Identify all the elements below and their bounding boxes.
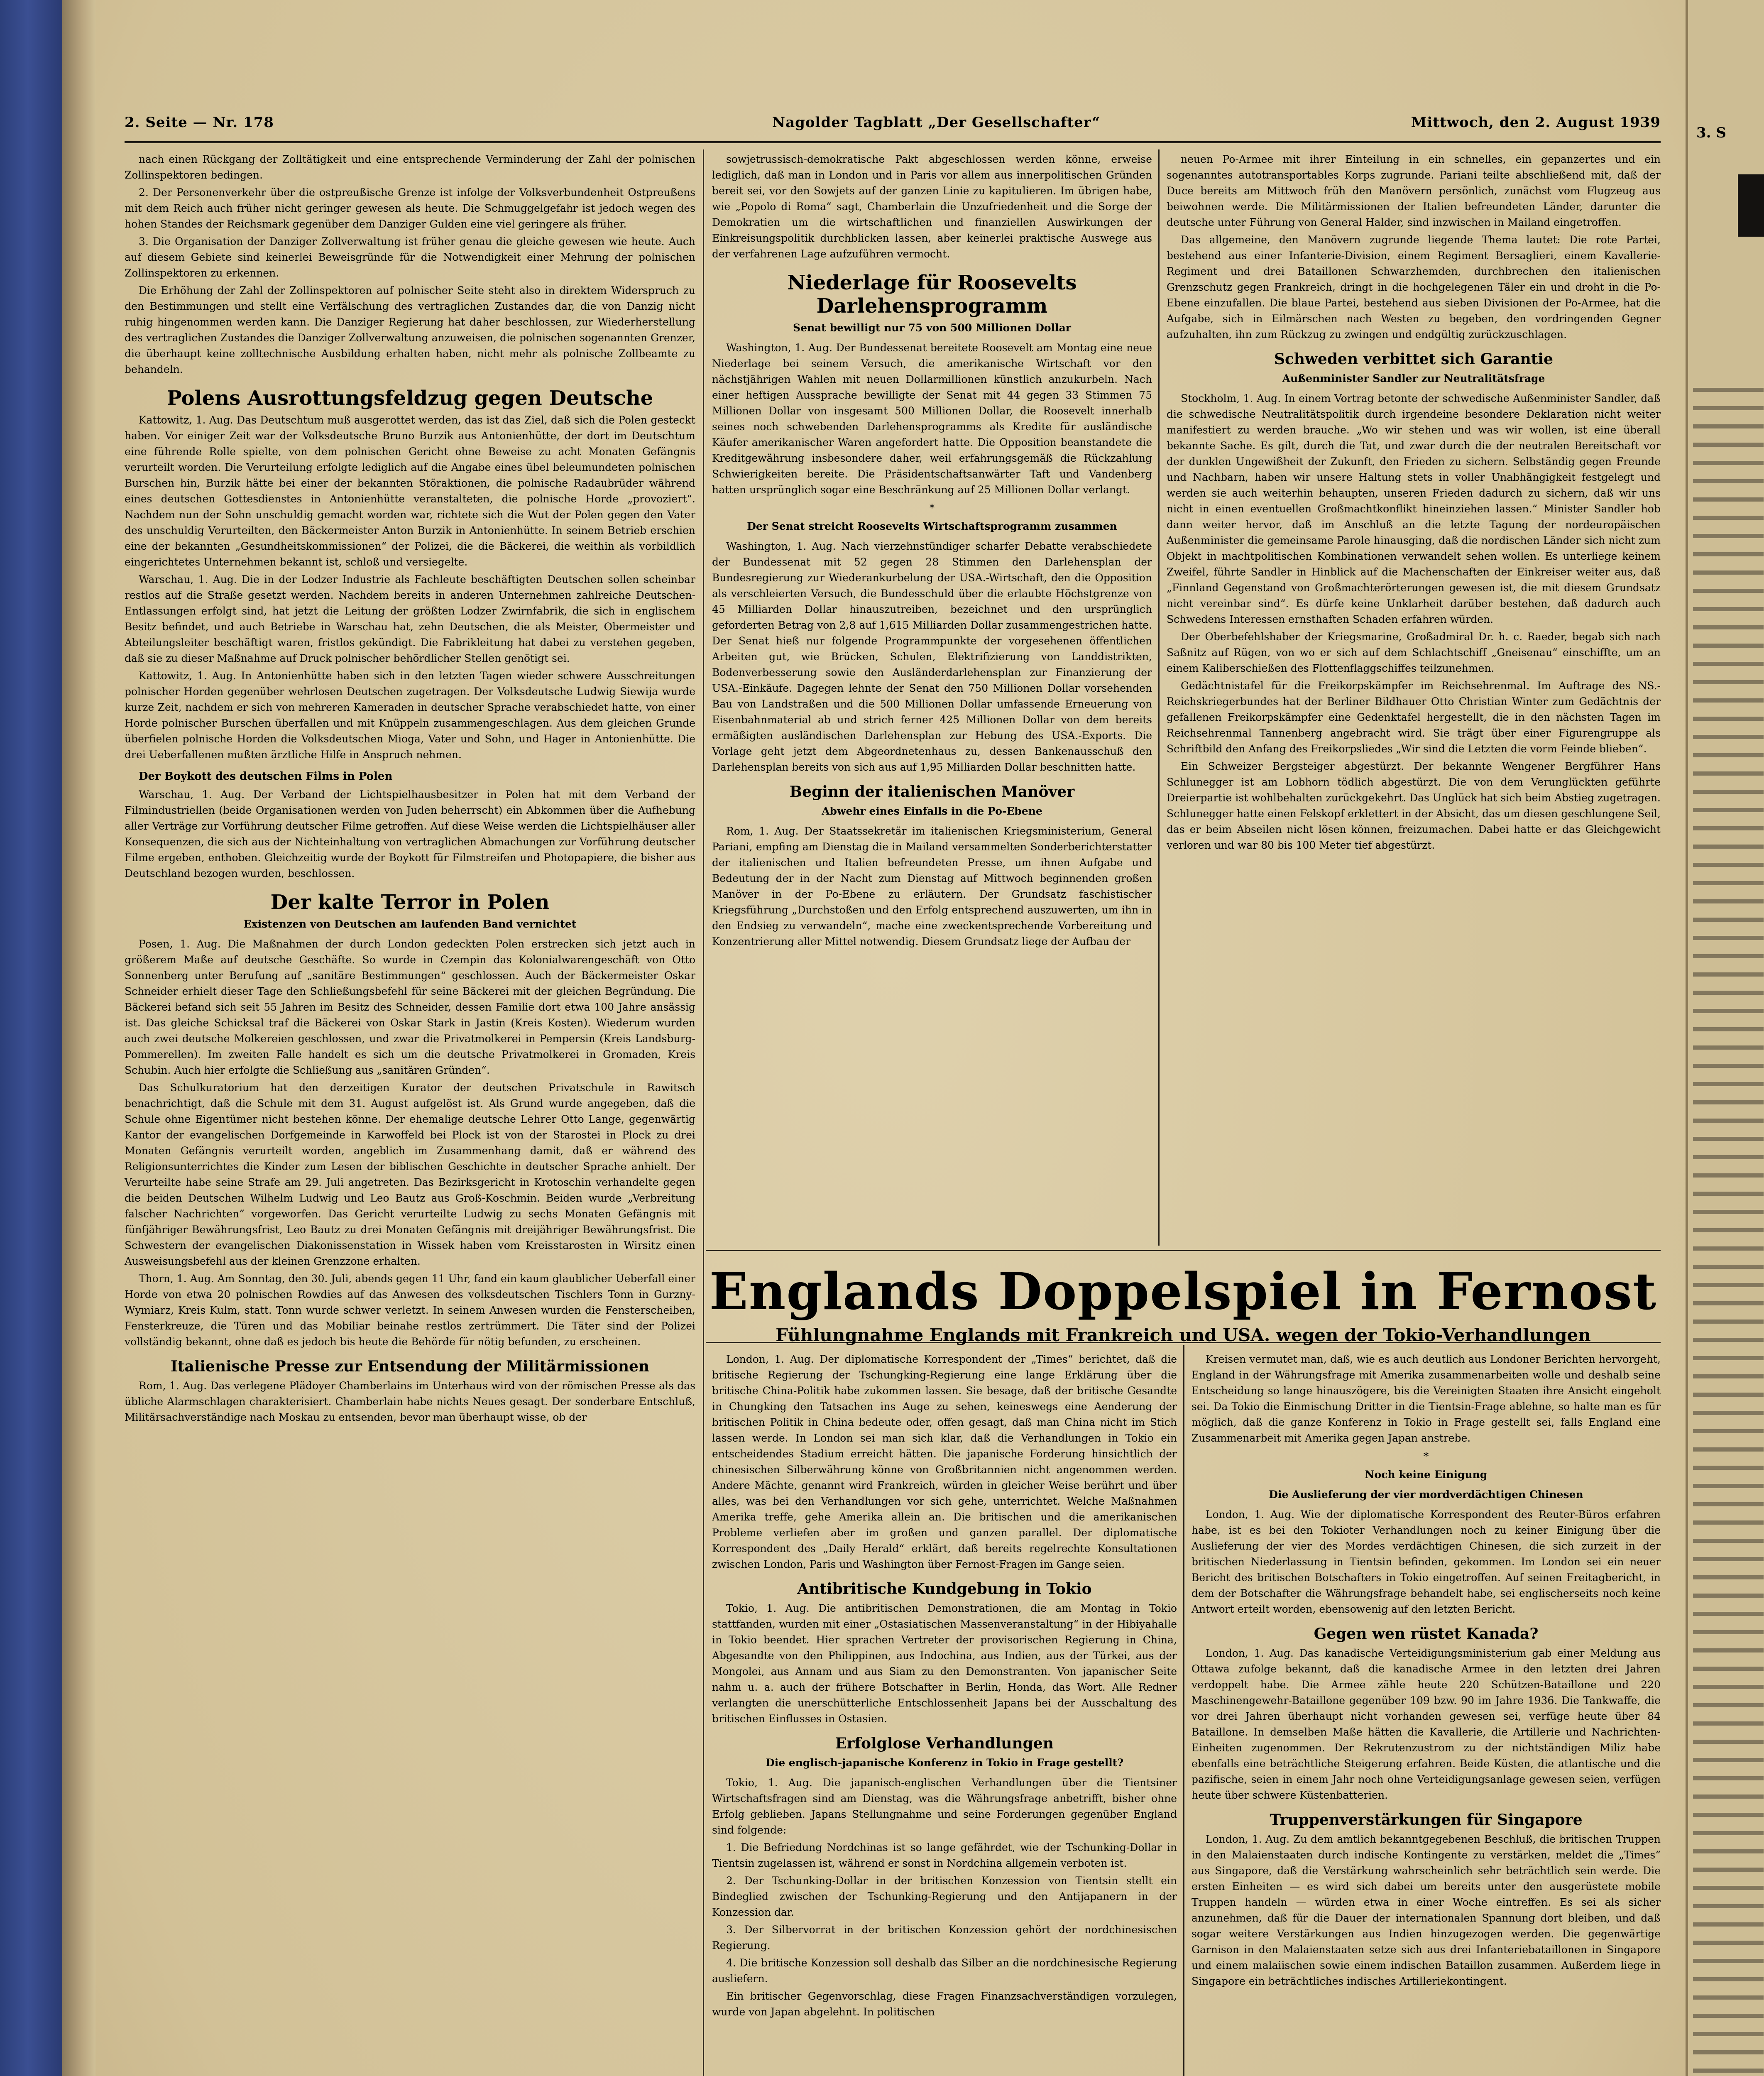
- article-paragraph: nach einen Rückgang der Zolltätigkeit und eine entsprechende Verminderung der Zahl der polnischen Zollinspektoren bedingen.: [125, 153, 695, 181]
- article-paragraph: Washington, 1. Aug. Der Bundessenat bereitete Roosevelt am Montag eine neue Niederlage bei seinem Versuch, die amerikanische Wirtschaft vor den nächstjährigen Wahlen mit neuen Dollarmillionen künstlich anzukurbeln. Nach einer heftigen Aussprache bewilligte der Senat mit 44 gegen 33 Stimmen 75 Millionen Dollar von insgesamt 500 Millionen Dollar, die Roosevelt innerhalb seines noch schwebenden Darlehensprogramms als Kredite für ausländische Käufer amerikanischer Waren angefordert hatte. Die Opposition beanstandete die Kreditgewährung insbesondere daher, weil erfahrungsgemäß die Rückzahlung Schwierigkeiten bereite. Die Präsidentschaftsanwärter Taft und Vandenberg hatten ursprünglich sogar eine Beschränkung auf 25 Millionen Dollar verlangt.: [712, 342, 1152, 496]
- headline-presse: Italienische Presse zur Entsendung der Militärmissionen: [170, 1358, 650, 1375]
- article-paragraph: Der Oberbefehlshaber der Kriegsmarine, Großadmiral Dr. h. c. Raeder, begab sich nach Saßnitz auf Rügen, von wo er sich auf dem Schlachtschiff „Gneisenau“ einschiffte, um an einem Kaliberschießen des Flottenflaggschiffes teilzunehmen.: [1167, 631, 1661, 674]
- banner-headline: [706, 1262, 1661, 1347]
- separator-asterisk: *: [1423, 1450, 1429, 1462]
- subheadline-senat: Der Senat streicht Roosevelts Wirtschaftsprogramm zusammen: [747, 520, 1117, 532]
- headline-polen: Polens Ausrottungsfeldzug gegen Deutsche: [166, 387, 653, 410]
- subheadline-schweden: Außenminister Sandler zur Neutralitätsfrage: [1282, 372, 1545, 384]
- subheadline-einigung-2: Die Auslieferung der vier mordverdächtigen Chinesen: [1269, 1488, 1583, 1501]
- article-paragraph: Rom, 1. Aug. Der Staatssekretär im italienischen Kriegsministerium, General Pariani, empfing am Dienstag die in Mailand versammelten Sonderberichterstatter der italienischen und Italien befreundeten Presse, um ihnen Aufgabe und Bedeutung der in der Nacht zum Dienstag auf Mittwoch beginnenden großen Manöver in der Po-Ebene zu erläutern. Der Grundsatz faschistischer Kriegsführung „Durchstoßen und den Erfolg entsprechend auszuwerten, um ihn in den Endsieg zu verwandeln“, mache eine zweckentsprechende Vorbereitung und Konzentrierung aller Mittel notwendig. Diesem Grundsatz liege der Aufbau der: [712, 825, 1152, 947]
- article-paragraph: Ein Schweizer Bergsteiger abgestürzt. Der bekannte Wengener Bergführer Hans Schlunegger ist am Lobhorn tödlich abgestürzt. Die von dem Verunglückten geführte Dreierpartie ist wohlbehalten zurückgekehrt. Das Unglück hat sich beim Abstieg zugetragen. Schlunegger hatte einen Felskopf erklettert in der Absicht, das um diesen geschlungene Seil, das er beim Abseilen nicht lösen können, freizumachen. Dabei hatte er das Gleichgewicht verloren und war 80 bis 100 Meter tief abgestürzt.: [1167, 760, 1661, 851]
- header-date: Mittwoch, den 2. August 1939: [1411, 114, 1661, 131]
- headline-erfolglos: Erfolglose Verhandlungen: [835, 1735, 1054, 1752]
- article-paragraph: Das Schulkuratorium hat den derzeitigen Kurator der deutschen Privatschule in Rawitsch benachrichtigt, daß die Schule mit dem 31. August aufgelöst ist. Als Grund wurde angegeben, daß die Schule ohne Eigentümer nicht bestehen könne. Der ehemalige deutsche Lehrer Otto Lange, gegenwärtig Kantor der evangelischen Dorfgemeinde in Karwoffeld bei Plock ist von der Starostei in Plock zu drei Monaten Gefängnis verurteilt worden, angeblich im Zusammenhang damit, daß er während des Religionsunterrichtes die Kinder zum Lesen der biblischen Geschichte in deutscher Sprache anhielt. Der Verurteilte habe seine Strafe am 29. Juli angetreten. Das Bezirksgericht in Krotoschin verhandelte gegen die beiden Deutschen Wilhelm Ludwig und Leo Bautz aus Groß-Koschmin. Beiden wurde „Verbreitung falscher Nachrichten“ vorgeworfen. Das Gericht verurteilte Ludwig zu sechs Monaten Gefängnis mit fünfjähriger Bewährungsfrist, Leo Bautz zu drei Monaten Gefängnis mit dreijähriger Bewährungsfrist. Die Schwestern der evangelischen Diakonissenstation in Wissek haben vom Kreisstarosten in Wirsitz einen Ausweisungsbefehl aus der kleinen Grenzzone erhalten.: [125, 1082, 695, 1267]
- next-page-header: 3. S: [1696, 125, 1726, 141]
- list-item: 1. Die Befriedung Nordchinas ist so lange gefährdet, wie der Tschunking-Dollar in Tientsin zugelassen ist, während er sonst in Nordchina allgemein verboten ist.: [712, 1841, 1177, 1869]
- article-paragraph: London, 1. Aug. Wie der diplomatische Korrespondent des Reuter-Büros erfahren habe, ist es bei den Tokioter Verhandlungen noch zu keiner Einigung über die Auslieferung der vier des Mordes verdächtigen Chinesen, die sich zurzeit in der britischen Niederlassung in Tientsin befinden, gekommen. Im London sei ein neuer Bericht des britischen Botschafters in Tokio eingetroffen. Auf seinen Freitagbericht, in dem der Botschafter die Währungsfrage behandelt habe, sei englischerseits noch keine Antwort erteilt worden, ebensowenig auf den letzten Bericht.: [1191, 1508, 1661, 1615]
- headline-kundgebung: Antibritische Kundgebung in Tokio: [797, 1580, 1092, 1598]
- book-binding: [0, 0, 62, 2076]
- header-page-number: 2. Seite — Nr. 178: [125, 114, 274, 131]
- banner-title: Englands Doppelspiel in Fernost: [709, 1261, 1657, 1321]
- article-paragraph: Das allgemeine, den Manövern zugrunde liegende Thema lautet: Die rote Partei, bestehend aus einer Infanterie-Division, einem Regiment Bersaglieri, einem Kavallerie-Regiment und drei Bataillonen Schwarzhemden, durchbrechen den italienischen Grenzschutz gegen Frankreich, dringt in die hochgelegenen Täler ein und droht in die Po-Ebene einzufallen. Die blaue Partei, bestehend aus sieben Divisionen der Po-Armee, hat die Aufgabe, sich in Eilmärschen nach Westen zu begeben, den vordringenden Gegner aufzuhalten, ihn zum Rückzug zu zwingen und endgültig zurückzuschlagen.: [1167, 234, 1661, 340]
- column-5: [1191, 1351, 1661, 1991]
- column-divider: [1183, 1345, 1184, 2076]
- article-paragraph: Die Erhöhung der Zahl der Zollinspektoren auf polnischer Seite steht also in direktem Widerspruch zu den Bestimmungen und stellt eine Verfälschung des vertraglichen Zustandes dar, die von Danzig nicht ruhig hingenommen werden kann. Die Danziger Regierung hat daher beschlossen, zur Wiederherstellung des vertraglichen Zustandes die Danziger Zollverwaltung anzuweisen, die polnischen sogenannten Grenzer, die überhaupt keine zolltechnische Ausbildung erhalten haben, nicht mehr als polnische Zollbeamte zu behandeln.: [125, 284, 695, 375]
- article-paragraph: neuen Po-Armee mit ihrer Einteilung in ein schnelles, ein gepanzertes und ein sogenanntes autotransportables Korps zugrunde. Pariani teilte abschließend mit, daß der Duce bereits am Mittwoch früh den Manövern persönlich, zunächst vom Flugzeug aus beiwohnen werde. Die Militärmissionen der Italien befreundeten Länder, darunter die deutsche unter Führung von General Halder, sind inzwischen in Mailand eingetroffen.: [1167, 153, 1661, 228]
- header-rule: [125, 141, 1661, 143]
- headline-kanada: Gegen wen rüstet Kanada?: [1314, 1625, 1539, 1643]
- subheadline-einigung: Noch keine Einigung: [1365, 1469, 1488, 1481]
- headline-schweden: Schweden verbittet sich Garantie: [1274, 350, 1554, 368]
- column-2: [712, 152, 1152, 951]
- next-page-edge: [1686, 0, 1764, 2076]
- list-item: 3. Der Silbervorrat in der britischen Konzession gehört der nordchinesischen Regierung.: [712, 1924, 1177, 1951]
- subheadline-roosevelt: Senat bewilligt nur 75 von 500 Millionen Dollar: [793, 322, 1071, 334]
- column-3: [1167, 152, 1661, 855]
- header-masthead: Nagolder Tagblatt „Der Gesellschafter“: [772, 114, 1101, 131]
- article-paragraph: Kattowitz, 1. Aug. In Antonienhütte haben sich in den letzten Tagen wieder schwere Ausschreitungen polnischer Horden gegenüber wehrlosen Deutschen zugetragen. Der Volksdeutsche Ludwig Siewija wurde kurze Zeit, nachdem er sich von mehreren Kameraden in deutscher Sprache verabschiedet hatte, von einer Horde polnischer Burschen überfallen und mit Knüppeln zusammengeschlagen. Aus dem gleichen Grunde überfielen polnische Horden die Volksdeutschen Mioga, Vater und Sohn, und Hager in Antonienhütte. Die drei Ueberfallenen mußten ärztliche Hilfe in Anspruch nehmen.: [125, 670, 695, 761]
- article-paragraph: Warschau, 1. Aug. Der Verband der Lichtspielhausbesitzer in Polen hat mit dem Verband der Filmindustriellen (beide Organisationen werden von Juden beherrscht) ein Abkommen über die Aufhebung aller Verträge zur Vorführung deutscher Filme getroffen. Auf diese Weise werden die Lichtspielhäuser aller Konsequenzen, die sich aus der Nichteinhaltung von vertraglichen Abmachungen zur Vorführung deutscher Filme ergeben, enthoben. Gleichzeitig wurde der Boykott für Filmstreifen und Photopapiere, die bisher aus Deutschland bezogen wurden, beschlossen.: [125, 788, 695, 879]
- page-gutter: [62, 0, 95, 2076]
- subheadline-manoever: Abwehr eines Einfalls in die Po-Ebene: [822, 805, 1042, 817]
- banner-top-rule: [706, 1250, 1661, 1251]
- article-paragraph: Posen, 1. Aug. Die Maßnahmen der durch London gedeckten Polen erstrecken sich jetzt auch in größerem Maße auf deutsche Geschäfte. So wurde in Czempin das Kolonialwarengeschäft von Otto Sonnenberg unter Berufung auf „sanitäre Bestimmungen“ geschlossen. Auch der Bäckermeister Oskar Schneider erhielt dieser Tage den Schließungsbefehl für seine Bäckerei mit der gleichen Begründung. Die Bäckerei befand sich seit 55 Jahren im Besitz des Schneider, dessen Familie dort etwa 100 Jahre ansässig ist. Das gleiche Schicksal traf die Bäckerei von Oskar Stark in Jastin (Kreis Kosten). Wiederum wurden auch zwei deutsche Molkereien geschlossen, und zwar die Privatmolkerei in Pempersin (Kreis Landsburg-Pommerellen). Im zweiten Falle handelt es sich um die deutsche Privatmolkerei in Gromaden, Kreis Schubin. Auch hier erfolgte die Schließung aus „sanitären Gründen“.: [125, 938, 695, 1076]
- article-paragraph: Tokio, 1. Aug. Die antibritischen Demonstrationen, die am Montag in Tokio stattfanden, wurden mit einer „Ostasiatischen Massenveranstaltung“ in der Hibiyahalle in Tokio beendet. Hier sprachen Vertreter der provisorischen Regierung in China, Abgesandte von den Philippinen, aus Indochina, aus Indien, aus der Türkei, aus der Mongolei, aus Annam und aus Siam zu den Demonstranten. Von japanischer Seite nahm u. a. auch der frühere Botschafter in Berlin, Honda, das Wort. Alle Redner verlangten die unerschütterliche Entschlossenheit Japans bei der Ausschaltung des britischen Einflusses in Ostasien.: [712, 1602, 1177, 1725]
- column-divider: [703, 149, 704, 2076]
- article-paragraph: London, 1. Aug. Das kanadische Verteidigungsministerium gab einer Meldung aus Ottawa zufolge bekannt, daß die kanadische Armee in den letzten drei Jahren verdoppelt habe. Die Armee zähle heute 220 Schützen-Bataillone und 220 Maschinengewehr-Bataillone gegenüber 109 bzw. 90 im Jahre 1936. Die Tankwaffe, die vor drei Jahren überhaupt nicht vorhanden gewesen sei, verfüge heute über 84 Bataillone. In demselben Maße hätten die Kavallerie, die Artillerie und Nachrichten-Einheiten zugenommen. Der Rekrutenzustrom zu der nichtständigen Miliz habe ebenfalls eine beträchtliche Steigerung erfahren. Beide Küsten, die atlantische und die pazifische, seien in einem Jahr noch ohne Verteidigungsanlage gewesen seien, verfügen heute über schwere Küstenbatterien.: [1191, 1647, 1661, 1801]
- subheadline-terror: Existenzen von Deutschen am laufenden Band vernichtet: [243, 918, 577, 930]
- article-paragraph: Kreisen vermutet man, daß, wie es auch deutlich aus Londoner Berichten hervorgeht, England in der Währungsfrage mit Amerika zusammenarbeiten wolle und deshalb seine Entscheidung so lange hinauszögere, bis die Vereinigten Staaten ihre Ansicht eingeholt sei. Da Tokio die Einmischung Dritter in die Tientsin-Frage ablehne, so halte man es für möglich, daß die ganze Konferenz in Tokio in Frage gestellt sei, falls England eine Zusammenarbeit mit Amerika gegen Japan anstrebe.: [1191, 1353, 1661, 1444]
- headline-boykott: Der Boykott des deutschen Films in Polen: [139, 770, 393, 783]
- article-paragraph: sowjetrussisch-demokratische Pakt abgeschlossen werden könne, erweise lediglich, daß man in London und in Paris vor allem aus innerpolitischen Gründen bereit sei, vor den Sowjets auf der ganzen Linie zu kapitulieren. Im übrigen habe, wie „Popolo di Roma“ sagt, Chamberlain die Unzufriedenheit und die Sorge der Demokratien um die wirtschaftlichen und finanziellen Auswirkungen der Einkreisungspolitik durchblicken lassen, aber keinerlei praktische Auswege aus der verfahrenen Lage aufzuführen vermocht.: [712, 153, 1152, 260]
- headline-singapore: Truppenverstärkungen für Singapore: [1270, 1811, 1583, 1829]
- article-paragraph: Tokio, 1. Aug. Die japanisch-englischen Verhandlungen über die Tientsiner Wirtschaftsfragen sind am Dienstag, was die Währungsfrage anbetrifft, bisher ohne Erfolg geblieben. Japans Stellungnahme und seine Forderungen gegenüber England sind folgende:: [712, 1777, 1177, 1836]
- headline-terror: Der kalte Terror in Polen: [270, 891, 550, 914]
- column-4: [712, 1351, 1177, 2022]
- article-paragraph: Washington, 1. Aug. Nach vierzehnstündiger scharfer Debatte verabschiedete der Bundessenat mit 52 gegen 28 Stimmen den Darlehensplan der Bundesregierung zur Wiederankurbelung der USA.-Wirtschaft, den die Opposition als verschleierten Versuch, die Bundesschuld über die erlaubte Höchstgrenze von 45 Milliarden Dollar hinauszutreiben, bezeichnet und den ursprünglich geforderten Betrag von 2,8 auf 1,615 Milliarden Dollar zusammengestrichen hatte. Der Senat hieß nur folgende Programmpunkte der vorgesehenen öffentlichen Arbeiten gut, wie Brücken, Schulen, Elektrifizierung von Landdistrikten, Bodenverbesserung sowie den Ausländerdarlehensplan zur Finanzierung der USA.-Einkäufe. Dagegen lehnte der Senat den 750 Millionen Dollar vorsehenden Bau von Landstraßen und die 500 Millionen Dollar umfassende Erneuerung von Eisenbahnmaterial ab und strich ferner 425 Millionen Dollar von dem bereits ermäßigten ausländischen Darlehensplan zur Hebung des USA.-Exports. Die Vorlage geht jetzt dem Abgeordnetenhaus zu, dessen Bankenausschuß den Darlehensplan bereits von sich aus auf 1,95 Milliarden Dollar beschnitten hatte.: [712, 540, 1152, 773]
- column-divider: [1158, 149, 1160, 1246]
- column-1: [125, 152, 695, 1427]
- article-paragraph: Thorn, 1. Aug. Am Sonntag, den 30. Juli, abends gegen 11 Uhr, fand ein kaum glaublicher Ueberfall einer Horde von etwa 20 polnischen Rowdies auf das Anwesen des volksdeutschen Tischlers Tonn in Gurzny-Wymiarz, Kreis Kulm, statt. Tonn wurde schwer verletzt. In seinem Anwesen wurden die Fensterscheiben, Fensterkreuze, die Türen und das Mobiliar beinahe restlos zertrümmert. Die Täter sind der Polizei vollständig bekannt, ohne daß es jedoch bis heute die Behörde für nötig befunden, zu erscheinen.: [125, 1273, 695, 1348]
- list-item: 2. Der Tschunking-Dollar in der britischen Konzession von Tientsin stellt ein Bindeglied zwischen der Tschunking-Regierung und den Antijapanern in der Konzession dar.: [712, 1875, 1177, 1918]
- article-paragraph: Stockholm, 1. Aug. In einem Vortrag betonte der schwedische Außenminister Sandler, daß die schwedische Neutralitätspolitik durch irgendeine besondere Deklaration nicht weiter manifestiert zu werden brauche. „Wo wir stehen und was wir wollen, ist eine überall bekannte Sache. Es gilt, durch die Tat, und zwar durch die der neutralen Bereitschaft vor der dunklen Ungewißheit der Zukunft, den Frieden zu sichern. Selbständig gegen Freunde und Nachbarn, haben wir unsere Haltung stets in voller Unabhängigkeit festgelegt und werden sie auch weiterhin behaupten, unseren Frieden dadurch zu sichern, daß wir uns nicht in einen eventuellen Großmachtkonflikt hineinziehen lassen.“ Minister Sandler hob dann weiter hervor, daß im Anschluß an die letzte Tagung der nordeuropäischen Außenminister die gemeinsame Parole hinausging, daß die nordischen Länder sich nicht zum Objekt in machtpolitischen Kombinationen verwandelt sehen wollen. Es unterliege keinem Zweifel, führte Sandler in Hinblick auf die Machenschaften der Einkreiser weiter aus, daß „Finnland Gegenstand von Großmachterörterungen gewesen ist, die mit diesem Grundsatz nicht vereinbar sind“. Es dürfe keine Unklarheit darüber bestehen, daß dadurch auch Schwedens Interessen ernsthaften Schaden erfahren würden.: [1167, 392, 1661, 625]
- list-item: 4. Die britische Konzession soll deshalb das Silber an die nordchinesische Regierung ausliefern.: [712, 1957, 1177, 1985]
- article-paragraph: 2. Der Personenverkehr über die ostpreußische Grenze ist infolge der Volksverbundenheit Ostpreußens mit dem Reich auch früher nicht geringer gewesen als heute. Die Schmuggelgefahr ist jedoch wegen des hohen Standes der Reichsmark gegenüber dem Danziger Gulden eine viel geringere als früher.: [125, 186, 695, 230]
- separator-asterisk: *: [929, 502, 935, 514]
- article-paragraph: Ein britischer Gegenvorschlag, diese Fragen Finanzsachverständigen vorzulegen, wurde von Japan abgelehnt. In politischen: [712, 1990, 1177, 2018]
- article-paragraph: Gedächtnistafel für die Freikorpskämpfer im Reichsehrenmal. Im Auftrage des NS.-Reichskriegerbundes hat der Berliner Bildhauer Otto Christian Winter zum Gedächtnis der gefallenen Freikorpskämpfer eine Gedenktafel hergestellt, die in den nächsten Tagen im Reichsehrenmal Tannenberg angebracht wird. Sie trägt über einer Figurengruppe als Schriftbild den Anfang des Freikorpsliedes „Wir sind die Letzten die vorm Feinde blieben“.: [1167, 680, 1661, 755]
- article-paragraph: Rom, 1. Aug. Das verlegene Plädoyer Chamberlains im Unterhaus wird von der römischen Presse als das übliche Alarmschlagen charakterisiert. Chamberlain habe nichts Neues gesagt. Der sonderbare Entschluß, Militärsachverständige nach Moskau zu entsenden, bevor man überhaupt wisse, ob der: [125, 1380, 695, 1423]
- banner-subtitle: Fühlungnahme Englands mit Frankreich und USA. wegen der Tokio-Verhandlungen: [776, 1325, 1591, 1345]
- article-paragraph: London, 1. Aug. Zu dem amtlich bekanntgegebenen Beschluß, die britischen Truppen in den Malaienstaaten durch indische Kontingente zu verstärken, meldet die „Times“ aus Singapore, daß die Verstärkung wahrscheinlich sehr beträchtlich sein werde. Die ersten Einheiten — es wird sich dabei um bereits unter den ausgerüstete mobile Truppen handeln — würden etwa in einer Woche eintreffen. Es sei als sicher anzunehmen, daß für die Dauer der internationalen Spannung dort bleiben, und daß sogar weitere Verstärkungen aus Indien hinzugezogen werden. Die gegenwärtige Garnison in den Malaienstaaten setze sich aus drei Infanteriebataillonen in Singapore und einem malaiischen sowie einem indischen Bataillon zusammen. Außerdem liege in Singapore ein beträchtliches indisches Artilleriekontingent.: [1191, 1833, 1661, 1987]
- article-paragraph: London, 1. Aug. Der diplomatische Korrespondent der „Times“ berichtet, daß die britische Regierung der Tschungking-Regierung eine lange Erklärung über die britische China-Politik habe zukommen lassen. Sie besage, daß der britische Gesandte in Chungking den Tatsachen ins Auge zu sehen, keineswegs eine Aenderung der britischen Politik in China bedeute oder, offen gesagt, daß man China nicht im Stich lassen werde. In London sei man sich klar, daß die Verhandlungen in Tokio ein entscheidendes Stadium erreicht hätten. Die japanische Forderung hinsichtlich der chinesischen Silberwährung könne von Großbritannien nicht angenommen werden. Andere Mächte, genannt wird Frankreich, würden in gleicher Weise berührt und über alles, was bei den Verhandlungen vor sich gehe, unterrichtet. Welche Maßnahmen Amerika treffe, gehe Amerika allein an. Die britischen und die amerikanischen Probleme verliefen aber im großen und ganzen parallel. Der diplomatische Korrespondent des „Daily Herald“ erklärt, daß bereits regelrechte Konsultationen zwischen London, Paris und Washington über Fernost-Fragen im Gange seien.: [712, 1353, 1177, 1570]
- page-header: [125, 114, 1661, 139]
- headline-roosevelt: Niederlage für Roosevelts Darlehensprogramm: [787, 271, 1077, 318]
- article-paragraph: Kattowitz, 1. Aug. Das Deutschtum muß ausgerottet werden, das ist das Ziel, daß sich die Polen gesteckt haben. Vor einiger Zeit war der Volksdeutsche Bruno Burzik aus Antonienhütte, der dort im Deutschtum eine führende Rolle spielte, von dem polnischen Gericht ohne Beweise zu acht Monaten Gefängnis verurteilt worden. Die Verurteilung erfolgte lediglich auf die Angabe eines übel beleumundeten polnischen Burschen hin, Burzik hätte bei einer der bekannten Störaktionen, die polnische Radaubrüder während eines deutschen Gottesdienstes in Antonienhütte veranstalteten, die polnische Horde „provoziert“. Nachdem nun der Sohn unschuldig gemacht worden war, richtete sich die Wut der Polen gegen den Vater des unschuldig Verurteilten, den Bäckermeister Anton Burzik in Antonienhütte. In seinem Betrieb erschien eine der bekannten „Gesundheitskommissionen“ der Polizei, die die Bäckerei, die weithin als vorbildlich eingerichtetes Unternehmen bekannt ist, schloß und versiegelte.: [125, 414, 695, 568]
- next-page-headline-block: [1738, 174, 1764, 237]
- article-paragraph: Warschau, 1. Aug. Die in der Lodzer Industrie als Fachleute beschäftigten Deutschen sollen scheinbar restlos auf die Straße gesetzt werden. Nachdem bereits in anderen Unternehmen zahlreiche Deutschen-Entlassungen erfolgt sind, hat jetzt die Leitung der größten Lodzer Zwirnfabrik, die sich in englischem Besitz befindet, und auch Betriebe in Warschau hat, zehn Deutschen, die als Meister, Obermeister und Abteilungsleiter beschäftigt waren, fristlos gekündigt. Die Fabrikleitung hat dabei zu verstehen gegeben, daß sie zu dieser Maßnahme auf Druck polnischer behördlicher Stellen genötigt sei.: [125, 573, 695, 664]
- next-page-text-lines: [1693, 374, 1764, 2076]
- article-paragraph: 3. Die Organisation der Danziger Zollverwaltung ist früher genau die gleiche gewesen wie heute. Auch auf diesem Gebiete sind keinerlei Beweisgründe für die Notwendigkeit einer Mehrung der polnischen Zollinspektoren zu erkennen.: [125, 235, 695, 279]
- subheadline-erfolglos: Die englisch-japanische Konferenz in Tokio in Frage gestellt?: [766, 1757, 1123, 1769]
- headline-manoever: Beginn der italienischen Manöver: [789, 783, 1075, 801]
